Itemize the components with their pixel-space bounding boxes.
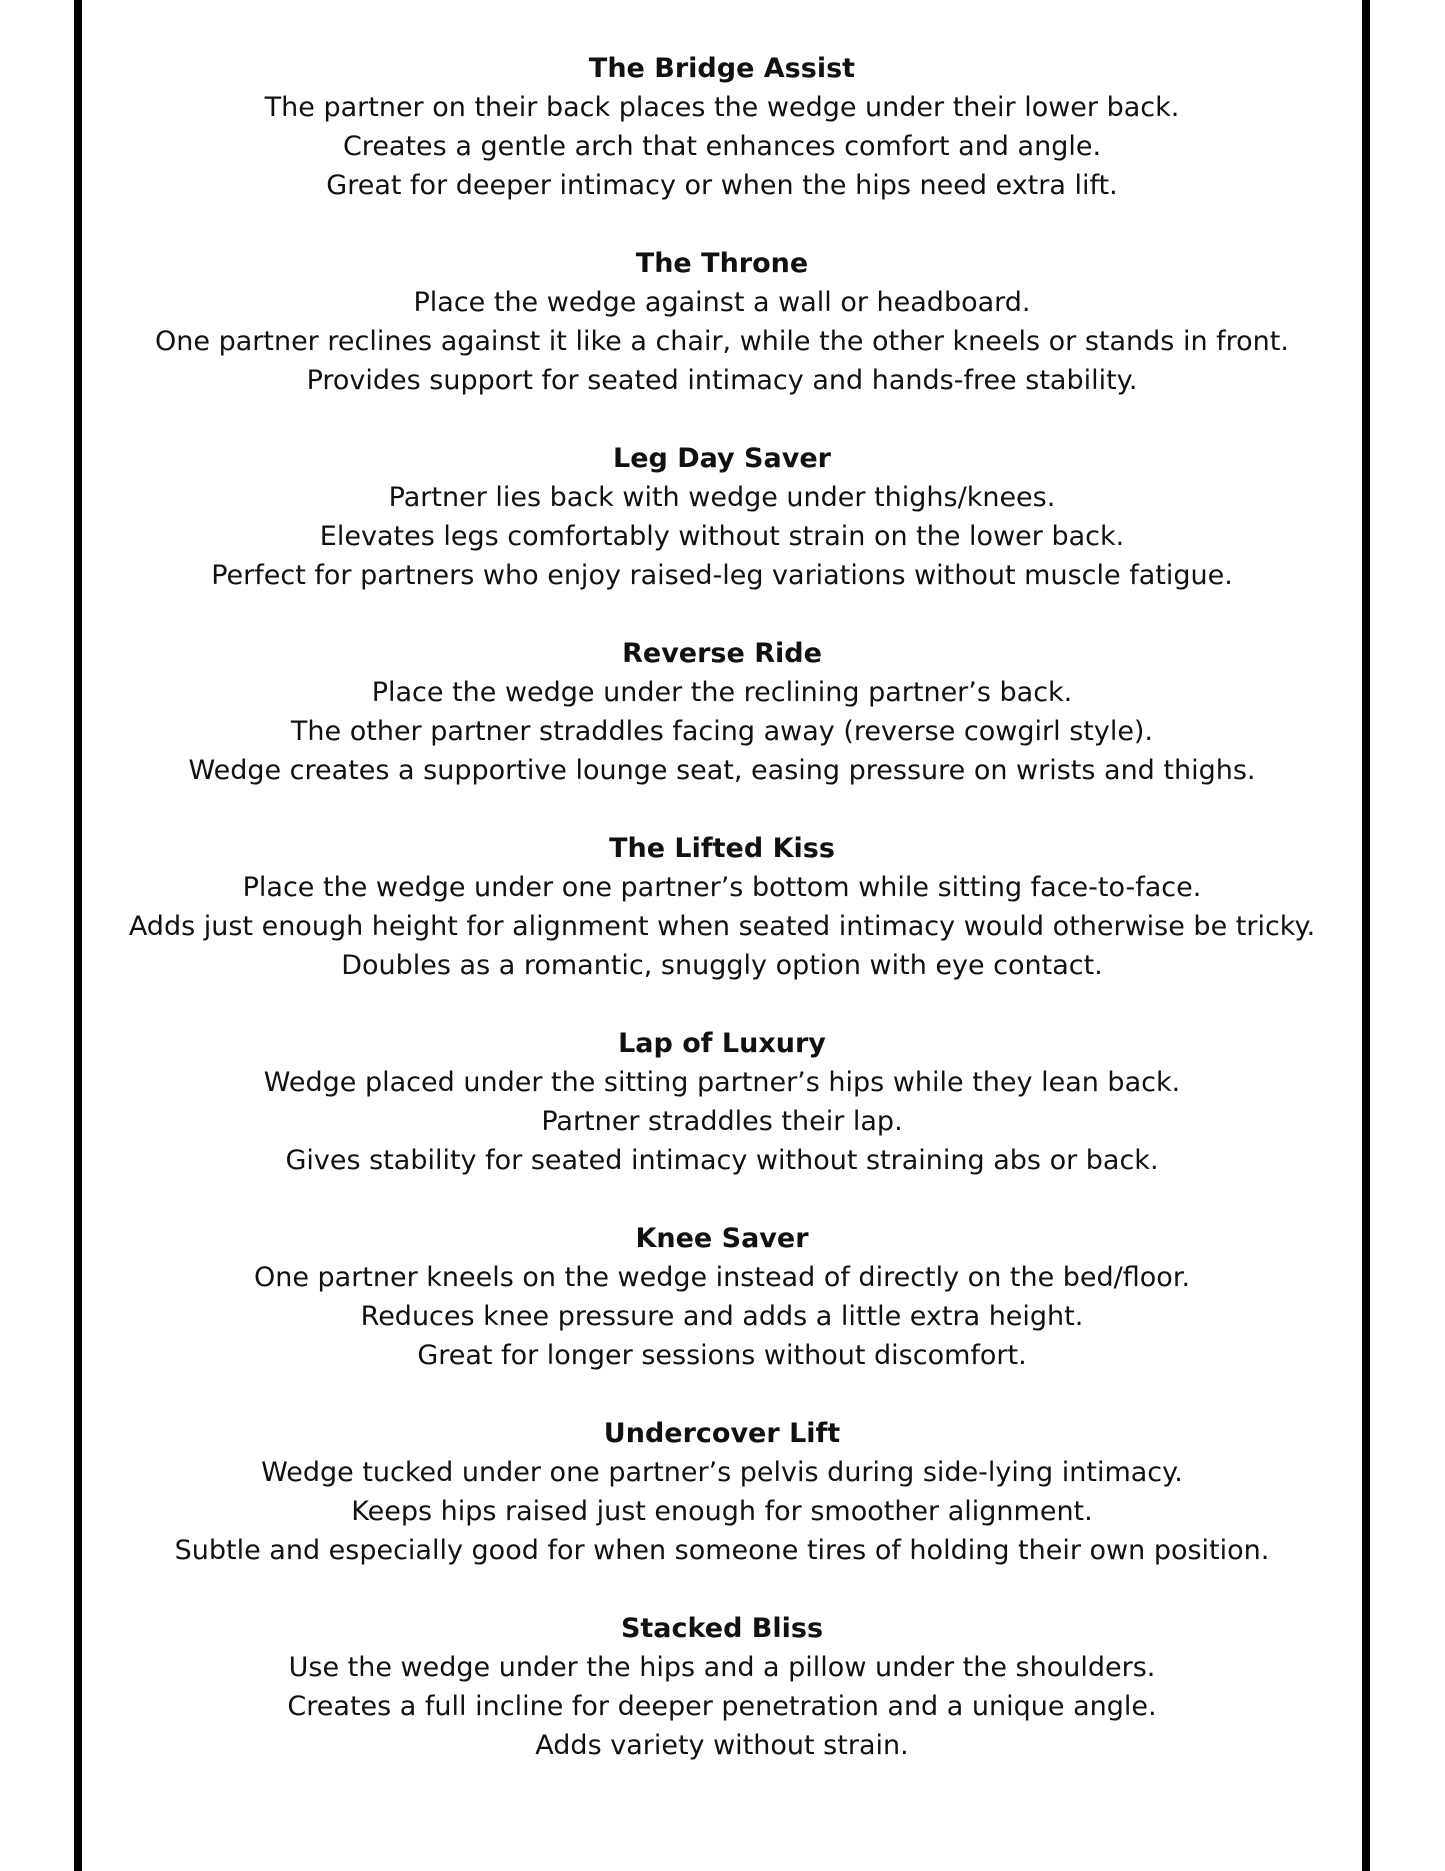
section-line: Reduces knee pressure and adds a little extra height.: [360, 1301, 1084, 1332]
section-title: The Lifted Kiss: [609, 833, 835, 864]
section-knee-saver: [82, 1219, 1362, 1375]
section-lifted-kiss: [82, 829, 1362, 985]
section-line: Wedge creates a supportive lounge seat, easing pressure on wrists and thighs.: [188, 755, 1256, 786]
section-line: Place the wedge under the reclining partner’s back.: [371, 677, 1073, 708]
section-line: Subtle and especially good for when someone tires of holding their own position.: [174, 1535, 1270, 1566]
section-line: Creates a gentle arch that enhances comfort and angle.: [342, 131, 1102, 162]
section-title: Undercover Lift: [603, 1418, 841, 1449]
section-line: The other partner straddles facing away (reverse cowgirl style).: [290, 716, 1154, 747]
section-line: Perfect for partners who enjoy raised-leg variations without muscle fatigue.: [211, 560, 1233, 591]
section-title: Knee Saver: [635, 1223, 809, 1254]
section-line: Gives stability for seated intimacy without straining abs or back.: [285, 1145, 1159, 1176]
section-title: Leg Day Saver: [613, 443, 831, 474]
section-reverse-ride: [82, 634, 1362, 790]
section-title: The Bridge Assist: [588, 53, 856, 84]
section-lap-of-luxury: [82, 1024, 1362, 1180]
section-line: One partner kneels on the wedge instead of directly on the bed/floor.: [253, 1262, 1191, 1293]
section-line: Creates a full incline for deeper penetration and a unique angle.: [287, 1691, 1157, 1722]
page-border-left: [74, 0, 82, 1871]
section-line: Adds just enough height for alignment when seated intimacy would otherwise be tricky.: [128, 911, 1316, 942]
section-title: The Throne: [635, 248, 809, 279]
section-line: Use the wedge under the hips and a pillow under the shoulders.: [288, 1652, 1156, 1683]
section-line: Place the wedge against a wall or headboard.: [413, 287, 1031, 318]
section-stacked-bliss: [82, 1609, 1362, 1765]
section-line: Doubles as a romantic, snuggly option with eye contact.: [341, 950, 1103, 981]
section-line: Place the wedge under one partner’s bottom while sitting face-to-face.: [242, 872, 1202, 903]
section-line: Great for deeper intimacy or when the hips need extra lift.: [326, 170, 1118, 201]
section-bridge-assist: [82, 49, 1362, 205]
section-line: Wedge placed under the sitting partner’s hips while they lean back.: [263, 1067, 1181, 1098]
section-line: The partner on their back places the wedge under their lower back.: [264, 92, 1180, 123]
section-line: Great for longer sessions without discomfort.: [417, 1340, 1027, 1371]
section-throne: [82, 244, 1362, 400]
section-line: Partner lies back with wedge under thighs/knees.: [388, 482, 1056, 513]
section-leg-day-saver: [82, 439, 1362, 595]
section-line: Adds variety without strain.: [535, 1730, 909, 1761]
section-line: Provides support for seated intimacy and hands-free stability.: [306, 365, 1138, 396]
section-title: Lap of Luxury: [618, 1028, 826, 1059]
section-line: Keeps hips raised just enough for smoother alignment.: [351, 1496, 1093, 1527]
document-body: [82, 49, 1362, 1804]
section-undercover-lift: [82, 1414, 1362, 1570]
section-title: Reverse Ride: [622, 638, 822, 669]
page-border-right: [1362, 0, 1370, 1871]
section-title: Stacked Bliss: [620, 1613, 824, 1644]
section-line: One partner reclines against it like a chair, while the other kneels or stands in front.: [155, 326, 1289, 357]
section-line: Wedge tucked under one partner’s pelvis during side-lying intimacy.: [261, 1457, 1183, 1488]
section-line: Elevates legs comfortably without strain on the lower back.: [319, 521, 1125, 552]
section-line: Partner straddles their lap.: [541, 1106, 903, 1137]
